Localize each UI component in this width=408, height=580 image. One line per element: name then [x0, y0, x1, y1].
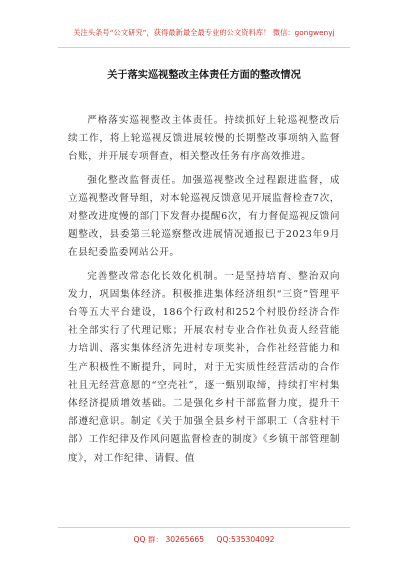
header-promo-text: 关注头条号“公文研究”，获得最新最全最专业的公文资料库！ 微信：gongwenyj: [73, 28, 335, 37]
document-body: [68, 112, 340, 473]
header-divider: [58, 47, 350, 48]
footer-qq-group: QQ 群： 30265665: [133, 535, 205, 544]
footer-divider: [58, 527, 350, 528]
document-title: 关于落实巡视整改主体责任方面的整改情况: [107, 70, 301, 81]
paragraph-1: 严格落实巡视整改主体责任。持续抓好上轮巡视整改后续工作，将上轮巡视反馈进展较慢的长期整改事项纳入监督台账，并开展专项督查，相关整改任务有序高效推进。: [68, 115, 340, 163]
footer-qq-number: QQ:535304092: [216, 535, 275, 544]
footer-contact: [0, 534, 408, 545]
paragraph-3: 完善整改常态化长效化机制。一是坚持培育、整治双向发力，巩固集体经济。积极推进集体经济组织“三资”管理平台等五大平台建设，186个行政村和252个村股份经济合作社全部实行了代理记账；开展农村专业合作社负责人经营能力培训、落实集体经济先进村专项奖补，合作社经营能力和生产积极性不断提升，同时，对于无实质性经营活动的合作社且无经营意愿的“空壳社”，逐一甄别取缔，持续打牢村集体经济提质增效基础。二是强化乡村干部监督力度，提升干部遵纪意识。制定《关于加强全县乡村干部职工（含驻村干部）工作纪律及作风问题监督检查的制度》《乡镇干部管理制度》，对工作纪律、请假、值: [68, 270, 340, 464]
paragraph-2: 强化整改监督责任。加强巡视整改全过程跟进监督，成立巡视整改督导组，对本轮巡视反馈意见开展监督检查7次，对整改进度慢的部门下发督办提醒6次，有力督促巡视反馈问题整改，县委第三轮巡察整改进展情况通报已于2023年9月在县纪委监委网站公开。: [68, 174, 340, 259]
